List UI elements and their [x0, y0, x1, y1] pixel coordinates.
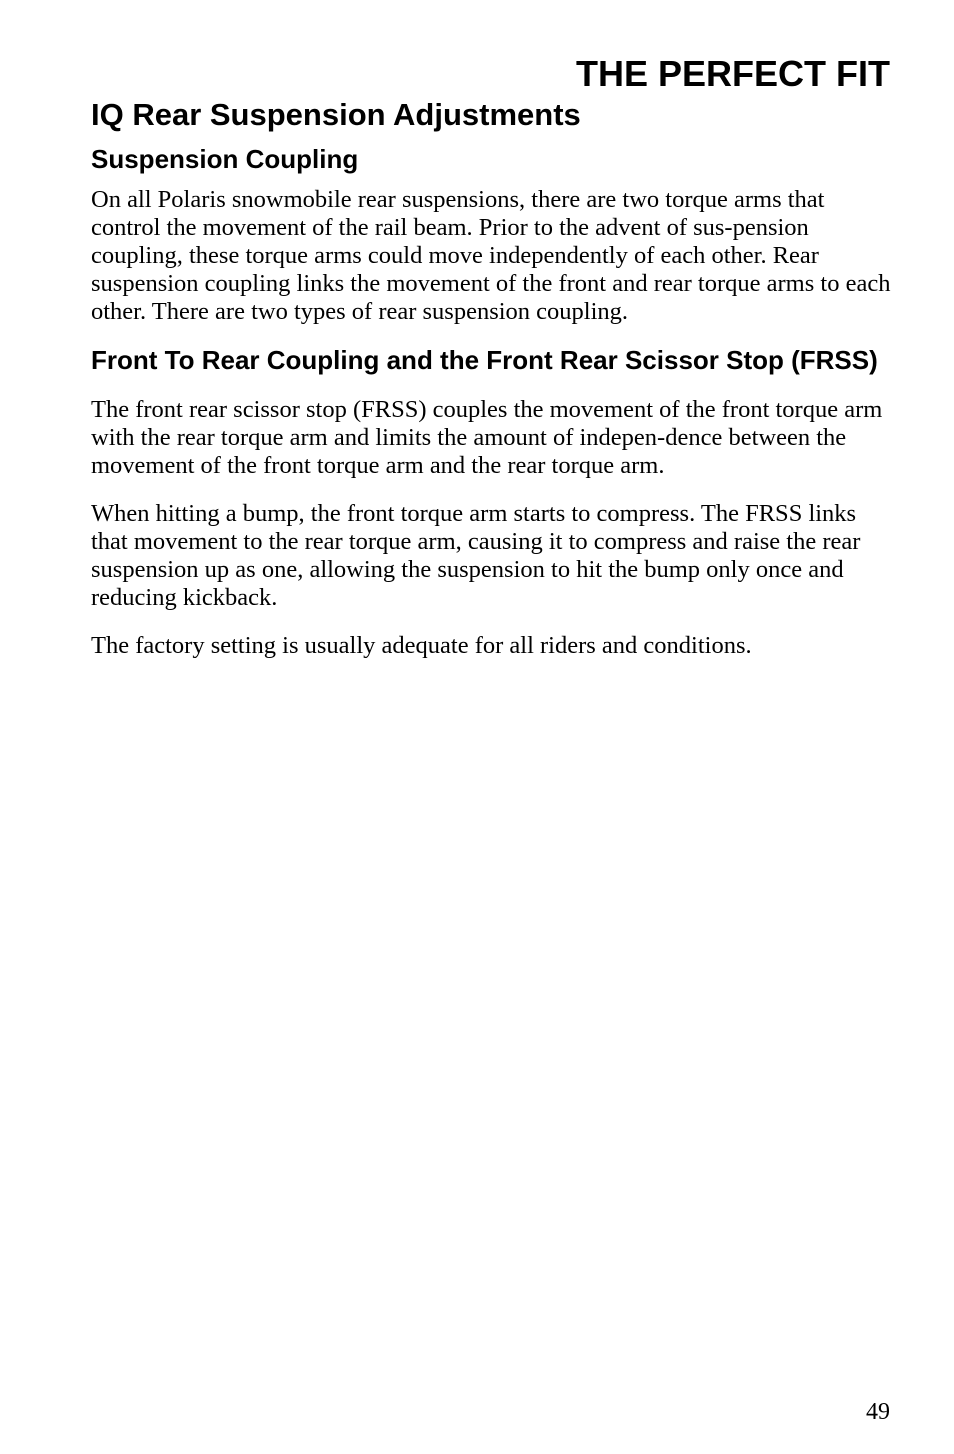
paragraph-factory-setting: The factory setting is usually adequate for all riders and conditions. [91, 632, 752, 659]
subsection-title-frss: Front To Rear Coupling and the Front Rear Scissor Stop (FRSS) [91, 345, 878, 375]
paragraph-frss-description: The front rear scissor stop (FRSS) couples the movement of the front torque arm with the rear torque arm and limits the amount of indepen-dence between the movement of the front torque arm and the rear torque arm. [91, 396, 883, 479]
chapter-title: THE PERFECT FIT [576, 53, 890, 94]
paragraph-suspension-coupling: On all Polaris snowmobile rear suspensions, there are two torque arms that control the movement of the rail beam. Prior to the advent of sus-pension coupling, these torque arms could move independently of each other. Rear suspension coupling links the movement of the front and rear torque arms to each other. There are two types of rear suspension coupling. [91, 186, 891, 325]
page-content [91, 95, 891, 660]
page-number: 49 [866, 1399, 890, 1425]
subsection-title-suspension-coupling: Suspension Coupling [91, 144, 359, 174]
section-title: IQ Rear Suspension Adjustments [91, 97, 581, 132]
paragraph-frss-bump: When hitting a bump, the front torque arm starts to compress. The FRSS links that movement to the rear torque arm, causing it to compress and raise the rear suspension up as one, allowing the suspension to hit the bump only once and reducing kickback. [91, 500, 861, 611]
